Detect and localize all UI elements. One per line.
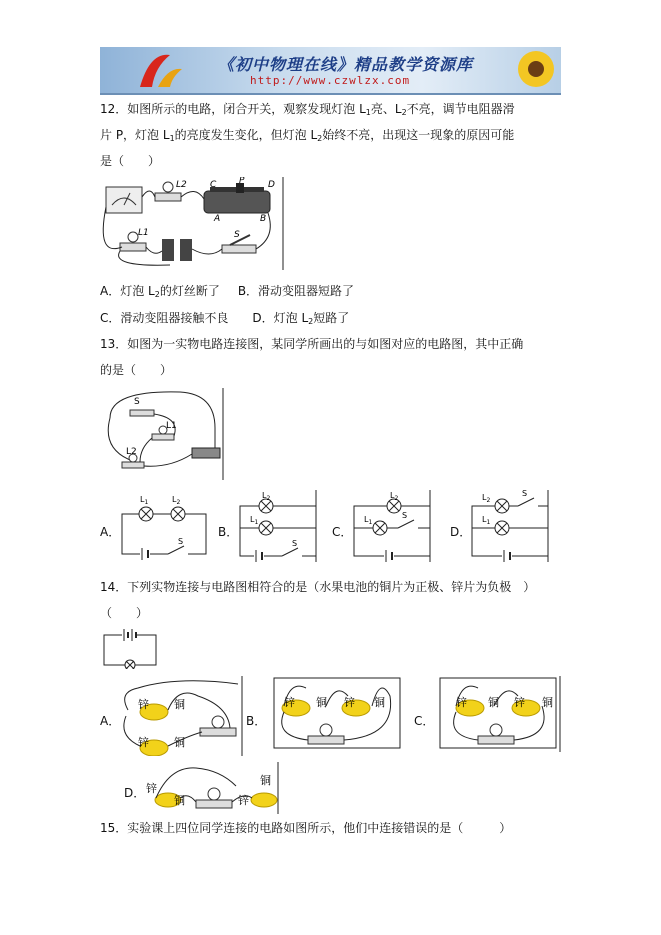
q12-option-b[interactable]: B．滑动变阻器短路了 — [237, 284, 355, 298]
q13-label-S: S — [134, 397, 140, 407]
q12-option-a[interactable]: A．灯泡 $L_2$的灯丝断了 — [100, 284, 220, 299]
logo-icon — [130, 47, 190, 93]
q14-option-c-figure[interactable] — [430, 676, 562, 752]
svg-text:L2: $L_2$ — [390, 491, 399, 502]
q13-option-a-circuit[interactable] — [118, 490, 208, 560]
svg-text:铜: 铜 — [374, 696, 385, 709]
q12-line2: 片 P，灯泡 $L_1$的亮度发生变化，但灯泡 $L_2$始终不亮，出现这一现象的原因可能 — [100, 128, 515, 143]
q14-option-c-label[interactable]: C． — [414, 714, 435, 728]
svg-text:L1: $L_1$ — [140, 495, 149, 506]
q13-option-d-label[interactable]: D． — [450, 525, 472, 539]
q13-option-b-circuit[interactable] — [236, 490, 320, 562]
svg-text:S: S — [402, 511, 408, 520]
q13-option-c-label[interactable]: C． — [332, 525, 353, 539]
svg-text:L1: $L_1$ — [364, 515, 373, 526]
svg-text:S: S — [292, 539, 298, 548]
svg-text:锌: 锌 — [456, 696, 467, 709]
q14-option-a-figure[interactable] — [118, 676, 244, 756]
q14-option-d-figure[interactable] — [140, 762, 280, 814]
svg-text:锌: 锌 — [344, 696, 355, 709]
q13-line2: 的是（ ） — [100, 363, 173, 377]
q12-label-C: C — [210, 180, 217, 190]
svg-text:铜: 铜 — [488, 696, 499, 709]
q14-option-b-label[interactable]: B． — [246, 714, 267, 728]
svg-text:锌: 锌 — [138, 698, 149, 711]
banner-url: http://www.czwlzx.com — [250, 74, 411, 87]
q12-label-P: P — [239, 177, 245, 186]
q12-label-D: D — [268, 180, 275, 190]
q12-figure — [100, 177, 285, 270]
q12-option-d[interactable]: D．灯泡 $L_2$短路了 — [252, 311, 350, 326]
q14-option-a-label[interactable]: A． — [100, 714, 121, 728]
svg-text:L1: $L_1$ — [482, 515, 491, 526]
svg-text:L2: $L_2$ — [172, 495, 181, 506]
q14-circuit-diagram — [100, 627, 160, 669]
q13-option-a-label[interactable]: A． — [100, 525, 121, 539]
q14-line1: 14．下列实物连接与电路图相符合的是（水果电池的铜片为正极、锌片为负极 ） — [100, 580, 536, 594]
q12-label-B: B — [260, 214, 267, 224]
q14-option-b-figure[interactable] — [260, 676, 402, 752]
q12-options-row2 — [100, 310, 349, 330]
q12-option-c[interactable]: C．滑动变阻器接触不良 — [100, 311, 229, 325]
q13-option-d-circuit[interactable] — [468, 490, 552, 562]
q15-line1: 15．实验课上四位同学连接的电路如图所示，他们中连接错误的是（ ） — [100, 821, 512, 835]
q12-label-A: A — [214, 214, 221, 224]
q12-label-L2: L2 — [176, 180, 187, 190]
q12-label-S: S — [234, 230, 240, 240]
q13-label-L2: L2 — [126, 447, 137, 457]
q13-figure — [100, 388, 225, 480]
q13-option-c-circuit[interactable] — [350, 490, 434, 562]
svg-text:铜: 铜 — [174, 736, 185, 749]
svg-text:铜: 铜 — [316, 696, 327, 709]
header-banner — [100, 47, 561, 95]
q14-option-d-label[interactable]: D． — [124, 786, 146, 800]
svg-text:锌: 锌 — [146, 782, 157, 795]
svg-text:S: S — [178, 537, 184, 546]
q13-label-L1: L1 — [166, 421, 177, 431]
svg-text:锌: 锌 — [284, 696, 295, 709]
svg-text:S: S — [522, 490, 528, 498]
q14-line2: （ ） — [100, 606, 149, 620]
q12-line3: 是（ ） — [100, 154, 161, 168]
svg-text:锌: 锌 — [238, 794, 249, 807]
svg-text:L2: $L_2$ — [482, 493, 491, 504]
q13-line1: 13．如图为一实物电路连接图，某同学所画出的与如图对应的电路图，其中正确 — [100, 337, 524, 351]
svg-text:L1: $L_1$ — [250, 515, 259, 526]
svg-text:锌: 锌 — [138, 736, 149, 749]
q13-option-b-label[interactable]: B． — [218, 525, 239, 539]
sunflower-icon — [500, 47, 560, 93]
q12-line1: 12．如图所示的电路，闭合开关，观察发现灯泡 $L_1$亮、$L_2$不亮，调节电阻器滑 — [100, 102, 515, 117]
svg-text:铜: 铜 — [174, 794, 185, 807]
svg-text:铜: 铜 — [174, 698, 185, 711]
svg-text:铜: 铜 — [260, 774, 271, 787]
q12-options-row1 — [100, 283, 354, 303]
svg-text:锌: 锌 — [514, 696, 525, 709]
svg-text:L2: $L_2$ — [262, 491, 271, 502]
svg-text:铜: 铜 — [542, 696, 553, 709]
banner-title: 《初中物理在线》精品教学资源库 — [218, 55, 474, 74]
q12-label-L1: L1 — [138, 228, 149, 238]
